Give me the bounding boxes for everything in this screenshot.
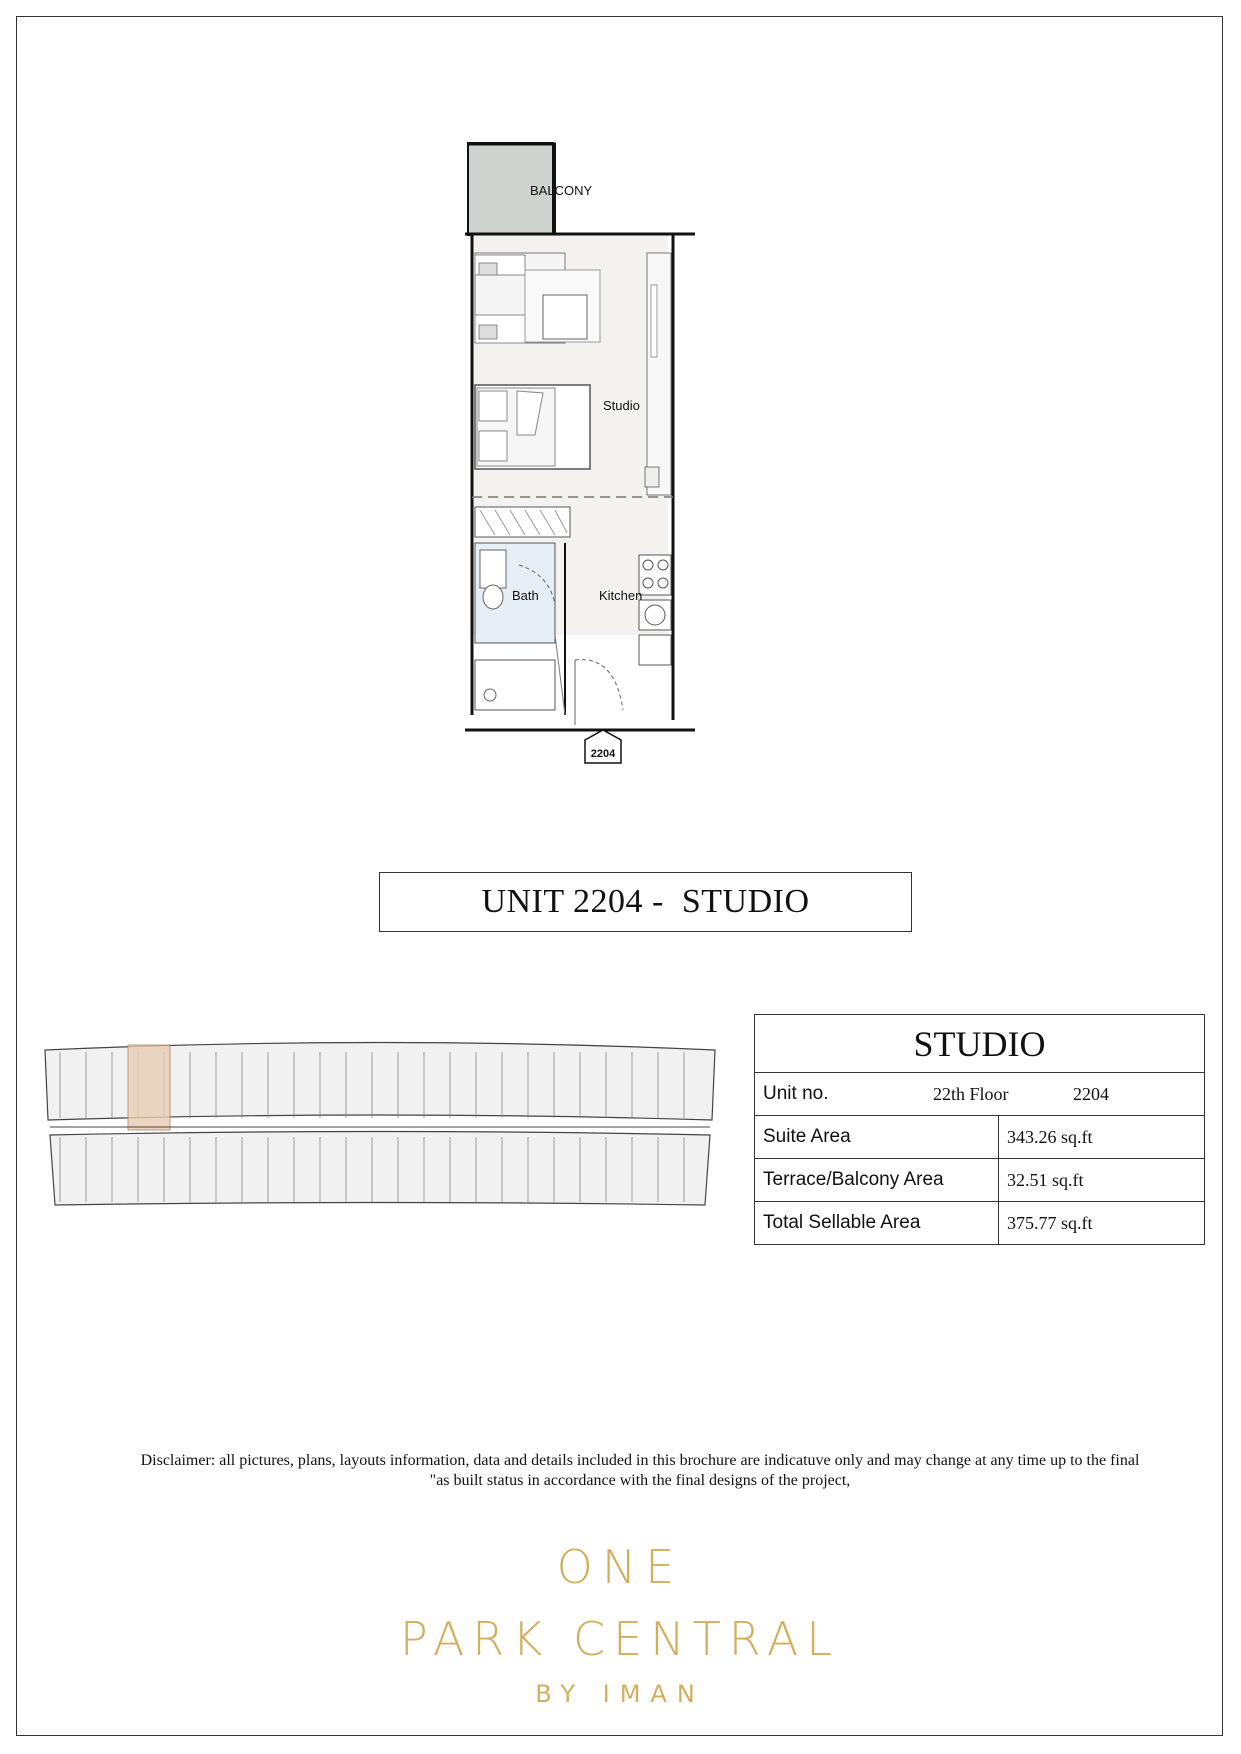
area-schedule-table [754,1014,1205,1245]
unit-no-value: 2204 [1073,1083,1109,1104]
unit-no-label: Unit no. [763,1083,829,1104]
floor-value: 22th Floor [933,1083,1009,1104]
unit-tag: 2204 [590,748,616,760]
disclaimer-line-1: Disclaimer: all pictures, plans, layouts information, data and details included in this brochure are indicatuve only and may change at any time up to the final [140,1452,1140,1469]
brand-logo [380,1520,860,1720]
kitchen-label: Kitchen [599,588,643,603]
balcony-area-label: Terrace/Balcony Area [755,1159,999,1202]
total-area-value: 375.77 sq.ft [999,1202,1205,1245]
logo-line-3: BY IMAN [535,1680,705,1708]
suite-area-value: 343.26 sq.ft [999,1116,1205,1159]
floor-key-plan [40,1040,720,1220]
logo-line-1: ONE [556,1540,684,1594]
disclaimer [60,1451,1220,1491]
studio-label: Studio [603,398,640,413]
spec-heading: STUDIO [755,1015,1205,1073]
unit-highlight [128,1045,170,1130]
logo-line-2: PARK CENTRAL [400,1612,840,1666]
disclaimer-line-2: "as built status in accordance with the final designs of the project, [429,1472,851,1489]
balcony-area-value: 32.51 sq.ft [999,1159,1205,1202]
suite-area-label: Suite Area [755,1116,999,1159]
bath-label: Bath [512,588,539,603]
unit-floor-plan [455,135,705,775]
unit-title: UNIT 2204 - STUDIO [379,872,912,932]
unit-no-row [755,1073,1205,1116]
total-area-label: Total Sellable Area [755,1202,999,1245]
balcony-label: BALCONY [530,183,593,198]
